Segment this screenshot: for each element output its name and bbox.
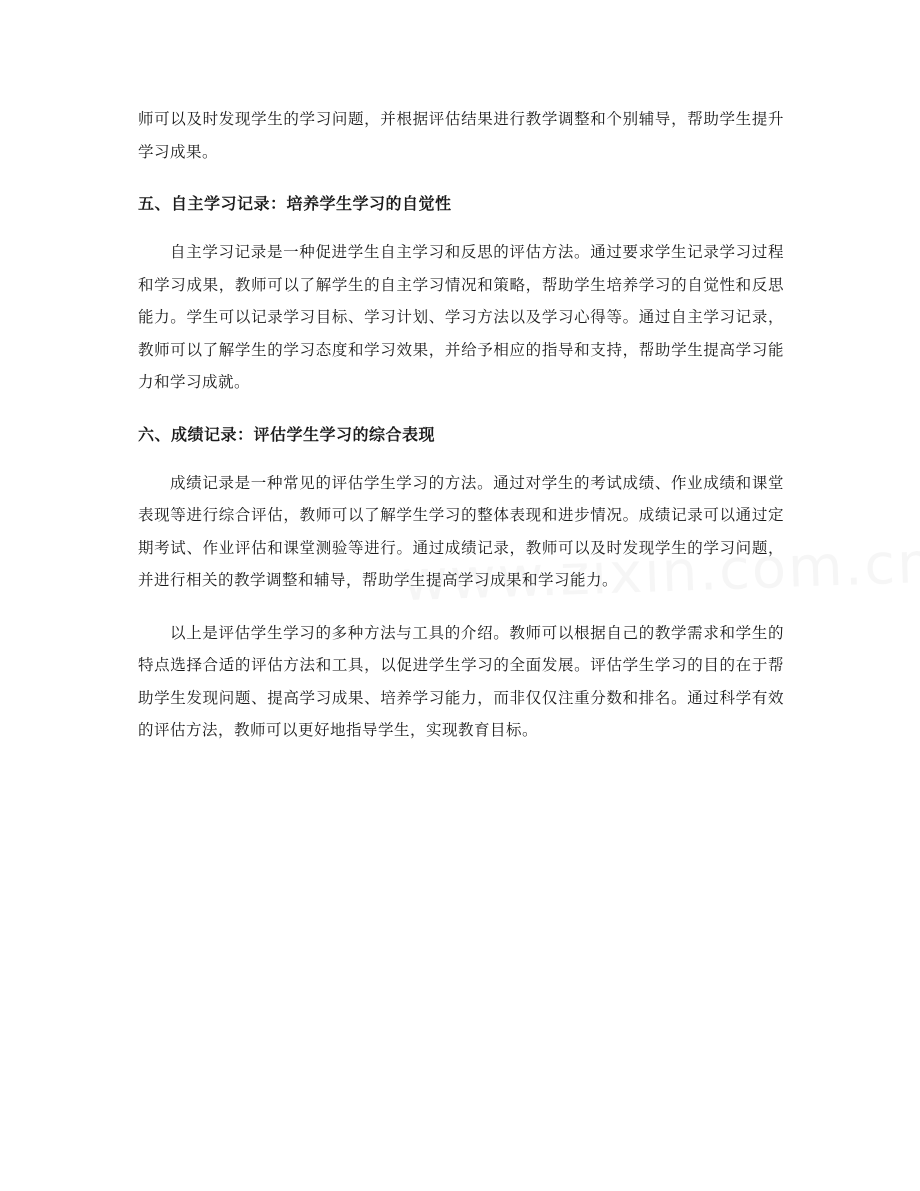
section-5-heading: 五、自主学习记录：培养学生学习的自觉性 [138, 194, 452, 213]
section-5-paragraph: 自主学习记录是一种促进学生自主学习和反思的评估方法。通过要求学生记录学习过程和学习成果，教师可以了解学生的自主学习情况和策略，帮助学生培养学习的自觉性和反思能力。学生可以记录学习目标、学习计划、学习方法以及学习心得等。通过自主学习记录，教师可以了解学生的学习态度和学习效果，并给予相应的指导和支持，帮助学生提高学习能力和学习成就。 [138, 243, 784, 391]
conclusion-paragraph: 以上是评估学生学习的多种方法与工具的介绍。教师可以根据自己的教学需求和学生的特点选择合适的评估方法和工具，以促进学生学习的全面发展。评估学生学习的目的在于帮助学生发现问题、提高学习成果、培养学习能力，而非仅仅注重分数和排名。通过科学有效的评估方法，教师可以更好地指导学生，实现教育目标。 [138, 623, 784, 739]
intro-paragraph: 师可以及时发现学生的学习问题，并根据评估结果进行教学调整和个别辅导，帮助学生提升学习成果。 [138, 110, 784, 161]
section-6-heading: 六、成绩记录：评估学生学习的综合表现 [138, 424, 436, 444]
document-body [138, 103, 784, 747]
section-6-paragraph: 成绩记录是一种常见的评估学生学习的方法。通过对学生的考试成绩、作业成绩和课堂表现等进行综合评估，教师可以了解学生学习的整体表现和进步情况。成绩记录可以通过定期考试、作业评估和课堂测验等进行。通过成绩记录，教师可以及时发现学生的学习问题，并进行相关的教学调整和辅导，帮助学生提高学习成果和学习能力。 [138, 473, 784, 589]
